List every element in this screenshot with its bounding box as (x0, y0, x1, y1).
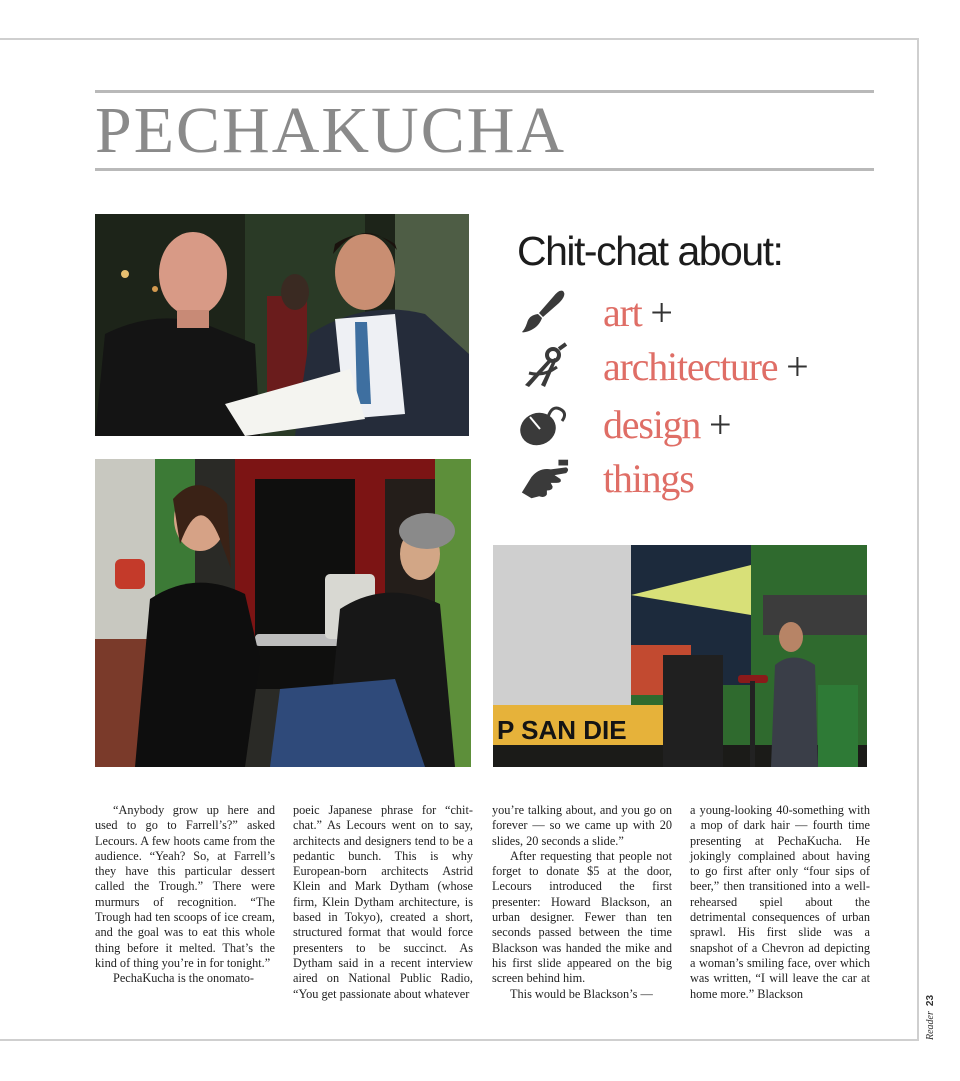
topic-design (518, 396, 731, 452)
page-folio (925, 890, 941, 1050)
mural-sign-text: P SAN DIE (497, 715, 627, 745)
article-column-2 (293, 803, 473, 1002)
chit-chat-title: Chit-chat about: (517, 228, 783, 274)
topic-art (518, 284, 672, 340)
computer-mouse-icon (518, 398, 570, 450)
topic-things (518, 450, 694, 506)
photo-presenter-stage (493, 545, 867, 767)
article-paragraph: This would be Blackson’s — (510, 986, 653, 1001)
topic-design-text: design + (603, 401, 731, 447)
topic-architecture (518, 338, 808, 394)
article-paragraph: you’re talking about, and you go on forever — so we came up with 20 slides, 20 seconds a slide.” (492, 803, 672, 848)
masthead-bottom-rule (95, 168, 874, 171)
article-column-3 (492, 803, 672, 1002)
pointing-hand-icon (518, 452, 570, 504)
article-paragraph: PechaKucha is the onomato- (113, 971, 255, 986)
article-paragraph: “Anybody grow up here and used to go to Farrell’s?” asked Lecours. A few hoots came from the audience. “Yeah? So, at Farrell’s they have this particular dessert called the Trough.” There were murmurs of recognition. “The Trough had ten scoops of ice cream, and the goal was to eat this whole thing before it melted. That’s the kind of thing you’re in for tonight.” (95, 803, 275, 970)
masthead-title: PECHAKUCHA (95, 94, 567, 167)
topic-architecture-text: architecture + (603, 343, 808, 389)
article-paragraph: After requesting that people not forget to donate $5 at the door, Lecours introduced the first presenter: Howard Blackson, an urban designer. Fewer than ten seconds passed between the time Blackson was handed the mike and his first slide appeared on the big screen behind him. (492, 848, 672, 986)
page-number: 23 (925, 994, 936, 1007)
topic-art-text: art + (603, 289, 672, 335)
article-column-4 (690, 803, 870, 1002)
article-paragraph: poeic Japanese phrase for “chit-chat.” As Lecours went on to say, architects and designers tend to be a pedantic bunch. This is why European-born architects Astrid Klein and Mark Dytham (whose firm, Klein Dytham architecture, is based in Tokyo), created a short, structured format that would force presenters to be succinct. As Dytham said in a recent interview aired on National Public Radio, “You get passionate about whatever (293, 803, 473, 1001)
article-paragraph: a young-looking 40-something with a mop of dark hair — fourth time presenting at PechaKucha. He jokingly complained about having to go first after only “four sips of beer,” then transitioned into a well-rehearsed spiel about the detrimental consequences of urban sprawl. His first slide was a snapshot of a Chevron ad depicting a woman’s smiling face, over which was written, “I will leave the car at home more.” Blackson (690, 803, 870, 1001)
article-column-1 (95, 803, 275, 987)
topic-things-text: things (603, 455, 694, 501)
photo-two-men (95, 214, 469, 436)
photo-woman-at-bar (95, 459, 471, 767)
compass-icon (518, 340, 570, 392)
masthead-top-rule (95, 90, 874, 93)
paintbrush-icon (518, 286, 570, 338)
folio-publication-italic: Reader (925, 1011, 936, 1040)
